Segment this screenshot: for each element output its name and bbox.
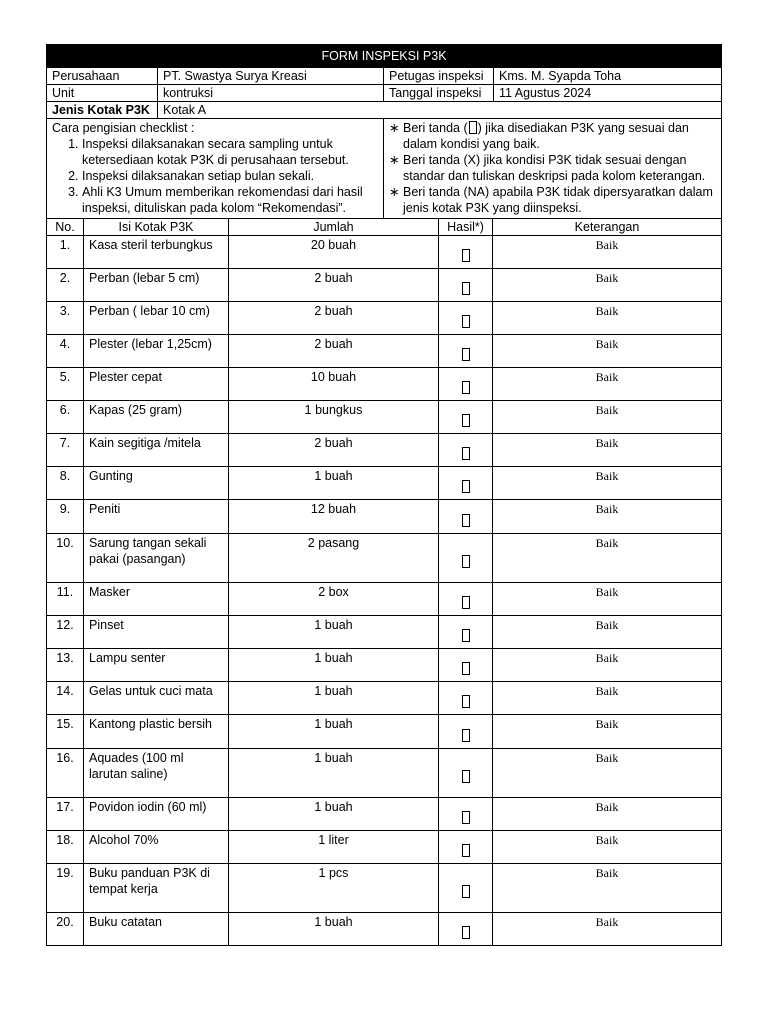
checkbox-icon (462, 729, 470, 742)
row-no: 18. (47, 831, 84, 864)
marking-note: ∗ Beri tanda ( ) jika disediakan P3K yang sesuai dan dalam kondisi yang baik. (403, 120, 716, 152)
row-note: Baik (493, 715, 722, 749)
row-no: 9. (47, 500, 84, 534)
row-result (439, 467, 493, 500)
checklist-rows (47, 236, 722, 946)
row-no: 6. (47, 401, 84, 434)
row-result (439, 864, 493, 913)
date-label: Tanggal inspeksi (384, 85, 494, 102)
row-qty: 10 buah (229, 368, 439, 401)
box-type-label: Jenis Kotak P3K (47, 102, 158, 119)
row-item: Perban ( lebar 10 cm) (84, 302, 229, 335)
checkbox-icon (462, 414, 470, 427)
row-qty: 1 liter (229, 831, 439, 864)
company-value: PT. Swastya Surya Kreasi (158, 68, 384, 85)
row-item: Gunting (84, 467, 229, 500)
row-qty: 1 buah (229, 715, 439, 749)
row-qty: 2 buah (229, 269, 439, 302)
row-item: Plester cepat (84, 368, 229, 401)
row-qty: 2 box (229, 583, 439, 616)
row-item: Povidon iodin (60 ml) (84, 798, 229, 831)
row-note: Baik (493, 302, 722, 335)
table-row (47, 649, 722, 682)
row-result (439, 749, 493, 798)
row-result (439, 302, 493, 335)
row-result (439, 236, 493, 269)
inspection-form (46, 44, 721, 946)
marking-note: ∗ Beri tanda (X) jika kondisi P3K tidak sesuai dengan standar dan tuliskan deskripsi pada kolom keterangan. (403, 152, 716, 184)
row-qty: 20 buah (229, 236, 439, 269)
instructions-heading: Cara pengisian checklist : (52, 121, 195, 135)
row-note: Baik (493, 913, 722, 946)
row-qty: 1 buah (229, 798, 439, 831)
row-result (439, 649, 493, 682)
row-note: Baik (493, 831, 722, 864)
row-no: 14. (47, 682, 84, 715)
table-row (47, 401, 722, 434)
row-result (439, 715, 493, 749)
row-note: Baik (493, 434, 722, 467)
table-row (47, 434, 722, 467)
checkbox-icon (462, 381, 470, 394)
checkbox-icon (462, 770, 470, 783)
instruction-step: 3. Ahli K3 Umum memberikan rekomendasi dari hasil inspeksi, dituliskan pada kolom “Rekomendasi”. (82, 184, 378, 216)
row-qty: 1 buah (229, 749, 439, 798)
table-row (47, 682, 722, 715)
row-qty: 1 buah (229, 682, 439, 715)
row-no: 15. (47, 715, 84, 749)
row-item: Alcohol 70% (84, 831, 229, 864)
checkbox-icon (469, 121, 477, 134)
table-row (47, 798, 722, 831)
marking-note: ∗ Beri tanda (NA) apabila P3K tidak dipersyaratkan dalam jenis kotak P3K yang diinspeksi. (403, 184, 716, 216)
table-row (47, 864, 722, 913)
row-qty: 2 buah (229, 434, 439, 467)
header-item: Isi Kotak P3K (84, 219, 229, 236)
row-result (439, 831, 493, 864)
row-result (439, 534, 493, 583)
row-qty: 2 pasang (229, 534, 439, 583)
header-qty: Jumlah (229, 219, 439, 236)
table-row (47, 831, 722, 864)
header-no: No. (47, 219, 84, 236)
row-item: Kasa steril terbungkus (84, 236, 229, 269)
instructions-left (47, 119, 384, 219)
row-no: 17. (47, 798, 84, 831)
row-qty: 2 buah (229, 302, 439, 335)
row-no: 19. (47, 864, 84, 913)
row-result (439, 798, 493, 831)
date-value: 11 Agustus 2024 (494, 85, 722, 102)
row-item: Kantong plastic bersih (84, 715, 229, 749)
row-no: 4. (47, 335, 84, 368)
row-result (439, 913, 493, 946)
row-no: 12. (47, 616, 84, 649)
row-item: Peniti (84, 500, 229, 534)
row-qty: 2 buah (229, 335, 439, 368)
row-note: Baik (493, 368, 722, 401)
checkbox-icon (462, 348, 470, 361)
row-no: 11. (47, 583, 84, 616)
inspector-label: Petugas inspeksi (384, 68, 494, 85)
row-no: 13. (47, 649, 84, 682)
row-note: Baik (493, 649, 722, 682)
table-row (47, 467, 722, 500)
row-note: Baik (493, 236, 722, 269)
row-no: 20. (47, 913, 84, 946)
table-row (47, 749, 722, 798)
row-qty: 12 buah (229, 500, 439, 534)
row-no: 10. (47, 534, 84, 583)
row-note: Baik (493, 583, 722, 616)
row-note: Baik (493, 616, 722, 649)
checkbox-icon (462, 596, 470, 609)
checkbox-icon (462, 629, 470, 642)
row-note: Baik (493, 335, 722, 368)
table-row (47, 302, 722, 335)
row-result (439, 335, 493, 368)
row-item: Plester (lebar 1,25cm) (84, 335, 229, 368)
unit-label: Unit (47, 85, 158, 102)
row-result (439, 583, 493, 616)
table-row (47, 616, 722, 649)
row-note: Baik (493, 798, 722, 831)
checkbox-icon (462, 555, 470, 568)
row-result (439, 616, 493, 649)
header-result: Hasil*) (439, 219, 493, 236)
company-label: Perusahaan (47, 68, 158, 85)
checklist-header-row (47, 219, 722, 236)
table-row (47, 583, 722, 616)
instruction-step: 2. Inspeksi dilaksanakan setiap bulan sekali. (82, 168, 378, 184)
row-result (439, 401, 493, 434)
checkbox-icon (462, 282, 470, 295)
row-item: Masker (84, 583, 229, 616)
checkbox-icon (462, 315, 470, 328)
row-result (439, 434, 493, 467)
row-no: 7. (47, 434, 84, 467)
row-item: Kain segitiga /mitela (84, 434, 229, 467)
table-row (47, 715, 722, 749)
table-row (47, 913, 722, 946)
row-item: Pinset (84, 616, 229, 649)
row-result (439, 368, 493, 401)
checkbox-icon (462, 447, 470, 460)
row-note: Baik (493, 749, 722, 798)
checkbox-icon (462, 695, 470, 708)
row-no: 8. (47, 467, 84, 500)
header-note: Keterangan (493, 219, 722, 236)
form-title: FORM INSPEKSI P3K (47, 45, 722, 68)
row-no: 3. (47, 302, 84, 335)
row-note: Baik (493, 864, 722, 913)
instructions-right (384, 119, 722, 219)
unit-value: kontruksi (158, 85, 384, 102)
box-type-value: Kotak A (158, 102, 722, 119)
checkbox-icon (462, 811, 470, 824)
row-note: Baik (493, 467, 722, 500)
checklist-table (46, 219, 722, 946)
checkbox-icon (462, 885, 470, 898)
table-row (47, 335, 722, 368)
row-note: Baik (493, 401, 722, 434)
row-no: 5. (47, 368, 84, 401)
checkbox-icon (462, 249, 470, 262)
row-item: Sarung tangan sekali pakai (pasangan) (84, 534, 229, 583)
row-item: Gelas untuk cuci mata (84, 682, 229, 715)
row-no: 16. (47, 749, 84, 798)
row-result (439, 682, 493, 715)
inspector-value: Kms. M. Syapda Toha (494, 68, 722, 85)
row-note: Baik (493, 534, 722, 583)
instructions-table (46, 119, 722, 219)
checkbox-icon (462, 514, 470, 527)
table-row (47, 500, 722, 534)
row-qty: 1 buah (229, 913, 439, 946)
row-qty: 1 buah (229, 649, 439, 682)
checkbox-icon (462, 926, 470, 939)
table-row (47, 269, 722, 302)
row-qty: 1 pcs (229, 864, 439, 913)
row-result (439, 500, 493, 534)
checkbox-icon (462, 480, 470, 493)
row-note: Baik (493, 682, 722, 715)
row-no: 2. (47, 269, 84, 302)
row-item: Buku catatan (84, 913, 229, 946)
row-item: Lampu senter (84, 649, 229, 682)
checkbox-icon (462, 662, 470, 675)
row-item: Kapas (25 gram) (84, 401, 229, 434)
row-qty: 1 buah (229, 467, 439, 500)
marking-notes (389, 120, 716, 216)
table-row (47, 236, 722, 269)
instructions-steps (52, 136, 378, 216)
table-row (47, 368, 722, 401)
table-row (47, 534, 722, 583)
row-result (439, 269, 493, 302)
row-item: Aquades (100 ml larutan saline) (84, 749, 229, 798)
instruction-step: 1. Inspeksi dilaksanakan secara sampling untuk ketersediaan kotak P3K di perusahaan tersebut. (82, 136, 378, 168)
row-note: Baik (493, 269, 722, 302)
row-qty: 1 bungkus (229, 401, 439, 434)
checkbox-icon (462, 844, 470, 857)
form-header-table (46, 44, 722, 119)
row-qty: 1 buah (229, 616, 439, 649)
row-note: Baik (493, 500, 722, 534)
row-no: 1. (47, 236, 84, 269)
row-item: Buku panduan P3K di tempat kerja (84, 864, 229, 913)
row-item: Perban (lebar 5 cm) (84, 269, 229, 302)
